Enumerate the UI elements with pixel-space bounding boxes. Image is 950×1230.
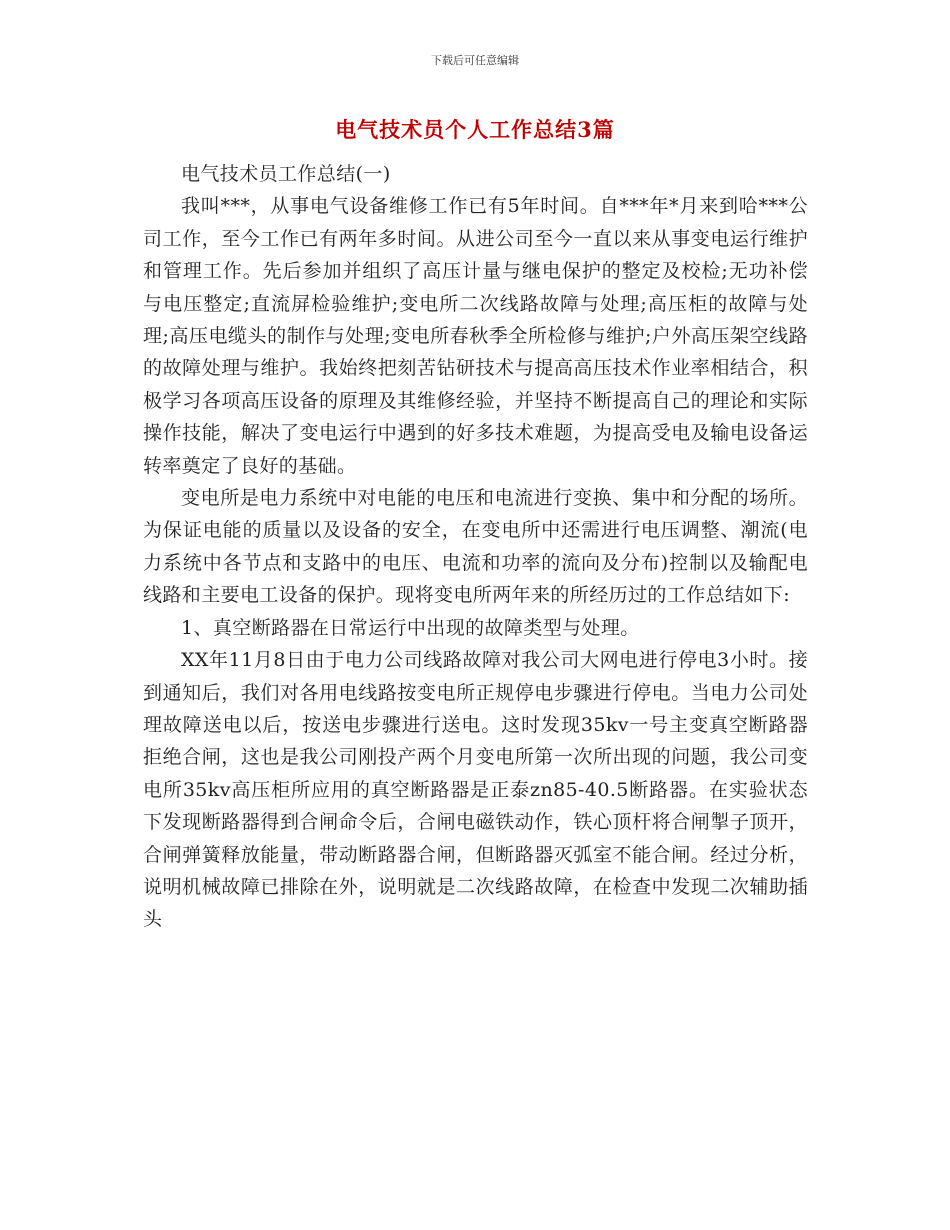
page-header-note: 下载后可任意编辑: [431, 54, 519, 67]
document-title: 电气技术员个人工作总结3篇: [335, 117, 615, 142]
paragraph: 变电所是电力系统中对电能的电压和电流进行变换、集中和分配的场所。为保证电能的质量以及设备的安全，在变电所中还需进行电压调整、潮流(电力系统中各节点和支路中的电压、电流和功率的流向及分布)控制以及输配电线路和主要电工设备的保护。现将变电所两年来的所经历过的工作总结如下:: [143, 487, 808, 607]
paragraph: XX年11月8日由于电力公司线路故障对我公司大网电进行停电3小时。接到通知后，我们对各用电线路按变电所正规停电步骤进行停电。当电力公司处理故障送电以后，按送电步骤进行送电。这时发现35kv一号主变真空断路器拒绝合闸，这也是我公司刚投产两个月变电所第一次所出现的问题，我公司变电所35kv高压柜所应用的真空断路器是正泰zn85-40.5断路器。在实验状态下发现断路器得到合闸命令后，合闸电磁铁动作，铁心顶杆将合闸掣子顶开，合闸弹簧释放能量，带动断路器合闸，但断路器灭弧室不能合闸。经过分析，说明机械故障已排除在外，说明就是二次线路故障，在检查中发现二次辅助插头: [143, 649, 808, 931]
paragraph-section-heading: 1、真空断路器在日常运行中出现的故障类型与处理。: [181, 616, 640, 639]
paragraph: 我叫***，从事电气设备维修工作已有5年时间。自***年*月来到哈***公司工作，至今工作已有两年多时间。从进公司至今一直以来从事变电运行维护和管理工作。先后参加并组织了高压计量与继电保护的整定及校检;无功补偿与电压整定;直流屏检验维护;变电所二次线路故障与处理;高压柜的故障与处理;高压电缆头的制作与处理;变电所春秋季全所检修与维护;户外高压架空线路的故障处理与维护。我始终把刻苦钻研技术与提高高压技术作业率相结合，积极学习各项高压设备的原理及其维修经验，并坚持不断提高自己的理论和实际操作技能，解决了变电运行中遇到的好多技术难题，为提高受电及输电设备运转率奠定了良好的基础。: [143, 195, 808, 477]
document-body: [143, 158, 808, 936]
paragraph-subtitle: 电气技术员工作总结(一): [181, 163, 391, 185]
